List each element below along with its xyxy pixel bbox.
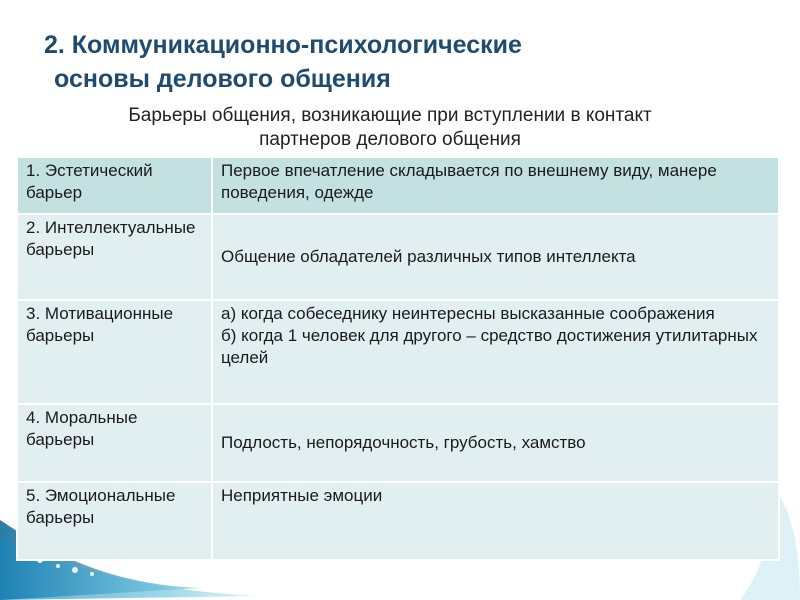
- barrier-description-cell: Подлость, непорядочность, грубость, хамство: [212, 404, 779, 482]
- slide-subtitle: [20, 104, 760, 152]
- barrier-name-cell: 2. Интеллектуальные барьеры: [17, 214, 212, 300]
- barrier-name-cell: 5. Эмоциональные барьеры: [17, 482, 212, 560]
- barrier-description-cell: Неприятные эмоции: [212, 482, 779, 560]
- barrier-name-cell: 1. Эстетический барьер: [17, 157, 212, 214]
- table-row: [17, 157, 779, 214]
- table-row: [17, 300, 779, 404]
- slide-subtitle-line1: Барьеры общения, возникающие при вступлении в контакт: [128, 105, 652, 126]
- barrier-description-cell: Первое впечатление складывается по внешнему виду, манере поведения, одежде: [212, 157, 779, 214]
- slide-title-line2: основы делового общения: [54, 65, 391, 93]
- slide-title: [44, 28, 764, 96]
- slide-title-line1: 2. Коммуникационно-психологические: [44, 31, 522, 59]
- table-row: [17, 214, 779, 300]
- barrier-description-cell: [212, 300, 779, 404]
- table-row: [17, 404, 779, 482]
- barrier-description-part-a: а) когда собеседнику неинтересны высказанные соображения: [221, 304, 715, 323]
- barrier-description-cell: Общение обладателей различных типов интеллекта: [212, 214, 779, 300]
- slide-subtitle-line2: партнеров делового общения: [259, 129, 521, 150]
- barrier-name-cell: 4. Моральные барьеры: [17, 404, 212, 482]
- barrier-name-cell: 3. Мотивационные барьеры: [17, 300, 212, 404]
- barrier-description-part-b: б) когда 1 человек для другого – средство достижения утилитарных целей: [221, 326, 758, 367]
- table-row: [17, 482, 779, 560]
- barriers-table: [16, 156, 780, 561]
